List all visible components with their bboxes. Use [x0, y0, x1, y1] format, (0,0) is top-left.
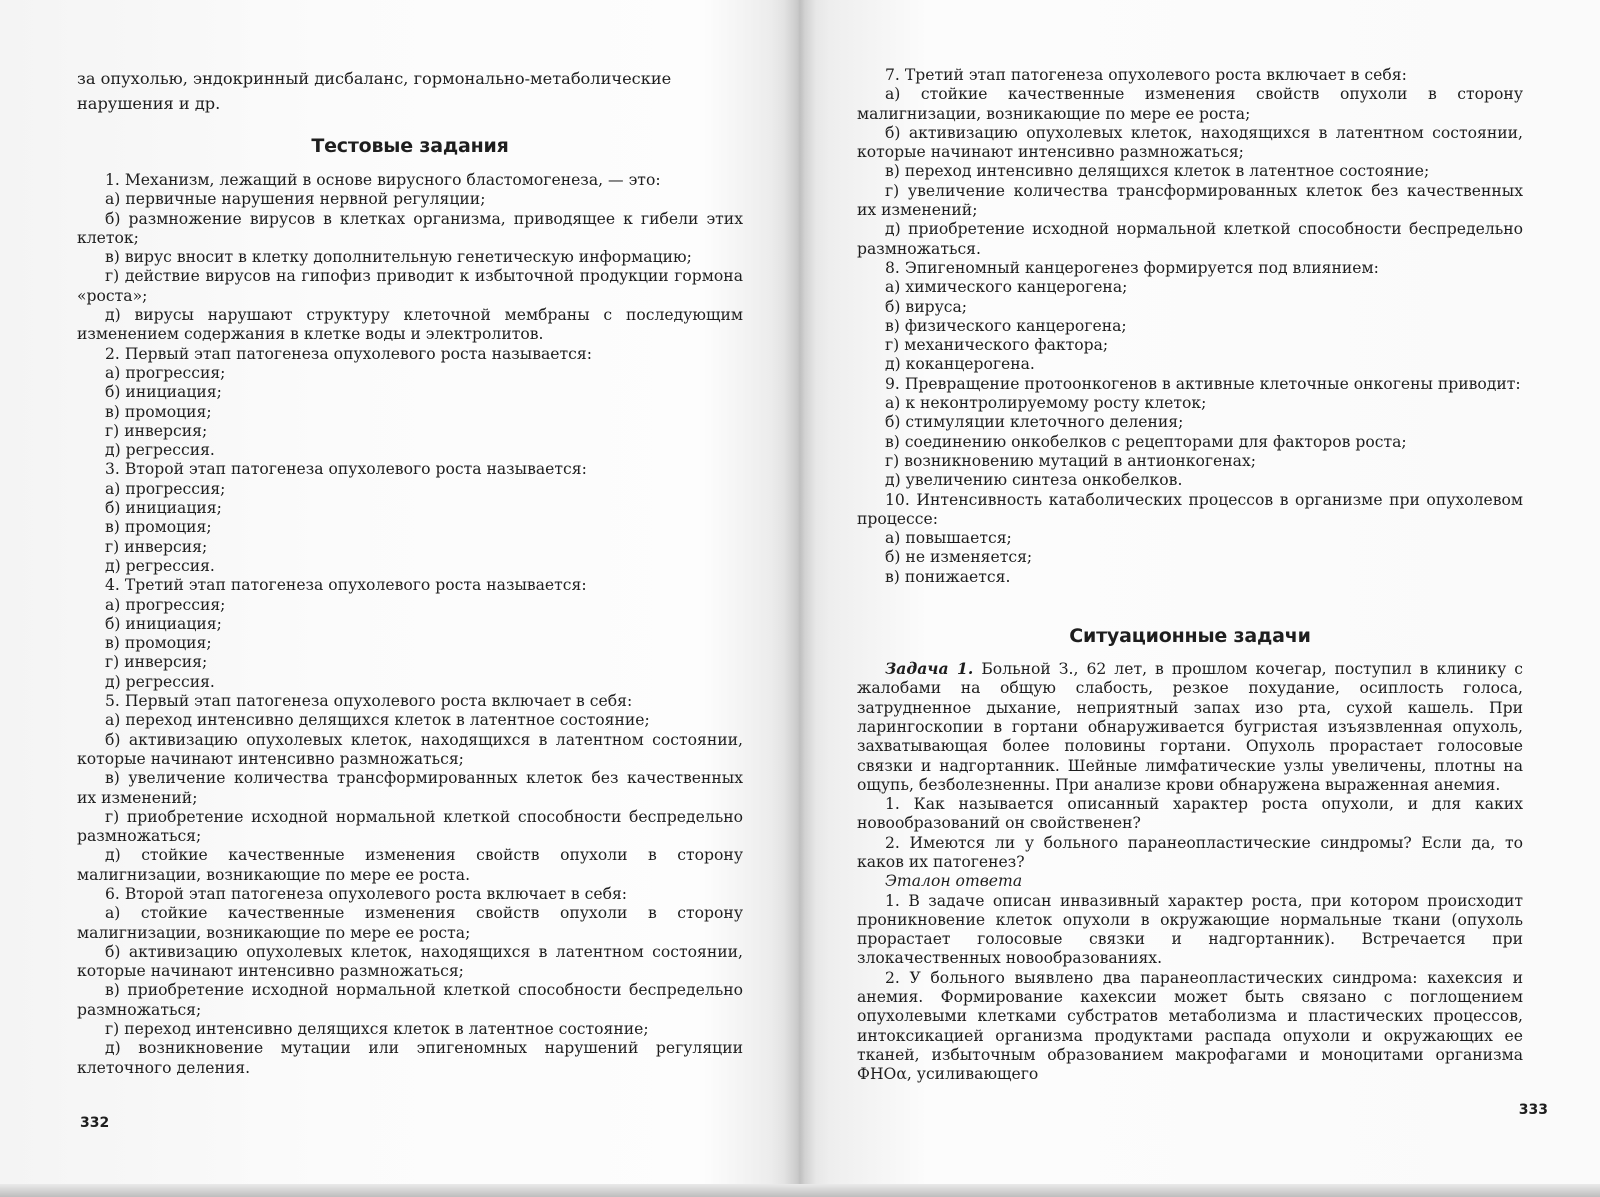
task-question: 1. Как называется описанный характер роста опухоли, и для каких новообразований он свойственен?: [857, 795, 1523, 833]
test-item: 2. Первый этап патогенеза опухолевого роста называется:: [105, 344, 592, 363]
right-page: [800, 0, 1600, 1197]
test-item: 7. Третий этап патогенеза опухолевого роста включает в себя:: [885, 66, 1407, 84]
test-item: в) понижается.: [885, 567, 1011, 586]
test-item: в) промоция;: [105, 634, 212, 653]
page-bottom-edge: [0, 1184, 1600, 1197]
test-item: г) действие вирусов на гипофиз приводит к избыточной продукции гормона «роста»;: [77, 267, 743, 305]
lead-line-2: нарушения и др.: [77, 94, 221, 113]
test-item: б) не изменяется;: [885, 548, 1033, 567]
page-number-right: 333: [1518, 1102, 1548, 1118]
section-title-tasks: Ситуационные задачи: [1069, 625, 1311, 648]
task-text: Больной З., 62 лет, в прошлом кочегар, поступил в клинику с жалобами на общую слабость, резкое похудание, осиплость голоса, затрудненное дыхание, неприятный запах изо рта, сухой кашель. При ларингоскопии в гортани обнаруживается бугристая изъязвленная опухоль, захватывающая более половины гортани. Опухоль прорастает голосовые связки и надгортанник. Шейные лимфатические узлы увеличены, плотны на ощупь, безболезненны. При анализе крови обнаружена выраженная анемия.: [857, 660, 1523, 794]
test-item: 5. Первый этап патогенеза опухолевого роста включает в себя:: [105, 692, 633, 711]
test-item: д) регрессия.: [105, 441, 215, 460]
test-item: д) регрессия.: [105, 672, 215, 691]
test-item: б) инициация;: [105, 499, 222, 518]
test-item: а) стойкие качественные изменения свойств опухоли в сторону малигнизации, возникающие по мере ее роста;: [77, 904, 743, 942]
test-item: а) прогрессия;: [105, 479, 226, 498]
test-item: б) активизацию опухолевых клеток, находящихся в латентном состоянии, которые начинают интенсивно размножаться;: [77, 942, 743, 981]
test-item: г) переход интенсивно делящихся клеток в латентное состояние;: [105, 1020, 649, 1039]
test-item: б) активизацию опухолевых клеток, находящихся в латентном состоянии, которые начинают интенсивно размножаться;: [857, 123, 1523, 162]
test-item: 4. Третий этап патогенеза опухолевого роста называется:: [105, 576, 587, 595]
page-number-left: 332: [80, 1115, 110, 1131]
test-item: д) увеличению синтеза онкобелков.: [885, 471, 1183, 490]
test-item: б) активизацию опухолевых клеток, находящихся в латентном состоянии, которые начинают интенсивно размножаться;: [77, 730, 743, 768]
test-item: б) инициация;: [105, 383, 222, 402]
test-item: а) переход интенсивно делящихся клеток в латентное состояние;: [105, 711, 650, 730]
test-item: б) вируса;: [885, 297, 968, 316]
task-question: 2. Имеются ли у больного паранеопластические синдромы? Если да, то каков их патогенез?: [857, 833, 1523, 871]
test-item: 8. Эпигеномный канцерогенез формируется под влиянием:: [885, 258, 1379, 277]
test-item: в) соединению онкобелков с рецепторами для факторов роста;: [885, 432, 1407, 451]
test-item: д) коканцерогена.: [885, 355, 1035, 374]
test-item: 10. Интенсивность катаболических процессов в организме при опухолевом процессе:: [857, 490, 1523, 528]
test-item: б) размножение вирусов в клетках организма, приводящее к гибели этих клеток;: [77, 209, 743, 247]
right-text-column: [857, 66, 1523, 1085]
test-items-list-continued: [857, 66, 1523, 587]
test-item: г) механического фактора;: [885, 336, 1109, 355]
left-text-column: [77, 66, 743, 1078]
test-item: 9. Превращение протоонкогенов в активные клеточные онкогены приводит:: [885, 374, 1521, 393]
test-item: в) переход интенсивно делящихся клеток в латентное состояние;: [885, 162, 1430, 181]
task-paragraph: [857, 659, 1523, 795]
test-item: а) прогрессия;: [105, 363, 226, 382]
test-item: г) возникновению мутаций в антионкогенах;: [885, 451, 1257, 470]
test-item: 3. Второй этап патогенеза опухолевого роста называется:: [105, 460, 587, 479]
test-item: а) химического канцерогена;: [885, 278, 1128, 297]
test-item: б) инициация;: [105, 614, 222, 633]
test-item: г) увеличение количества трансформированных клеток без качественных их изменений;: [857, 181, 1523, 220]
test-item: а) к неконтролируемому росту клеток;: [885, 394, 1207, 413]
test-item: д) приобретение исходной нормальной клеткой способности беспредельно размножаться.: [857, 220, 1523, 258]
test-item: а) прогрессия;: [105, 595, 226, 614]
test-item: в) физического канцерогена;: [885, 316, 1127, 335]
test-item: г) приобретение исходной нормальной клеткой способности беспредельно размножаться;: [77, 807, 743, 846]
test-item: 1. Механизм, лежащий в основе вирусного бластомогенеза, — это:: [105, 171, 661, 189]
test-item: д) регрессия.: [105, 556, 215, 575]
answer-paragraph: 1. В задаче описан инвазивный характер роста, при котором происходит проникновение клеток опухоли в окружающие нормальные ткани (опухоль прорастает голосовые связки и надгортанник). Встречается при злокачественных новообразованиях.: [857, 891, 1523, 968]
task-label: Задача 1.: [885, 659, 974, 679]
test-item: г) инверсия;: [105, 421, 208, 440]
test-item: а) стойкие качественные изменения свойств опухоли в сторону малигнизации, возникающие по мере ее роста;: [857, 85, 1523, 123]
answer-label: Эталон ответа: [885, 872, 1023, 891]
test-item: в) промоция;: [105, 518, 212, 537]
test-item: 6. Второй этап патогенеза опухолевого роста включает в себя:: [105, 884, 628, 903]
test-item: в) промоция;: [105, 402, 212, 421]
test-item: г) инверсия;: [105, 653, 208, 672]
test-item: в) приобретение исходной нормальной клеткой способности беспредельно размножаться;: [77, 981, 743, 1019]
test-item: д) вирусы нарушают структуру клеточной мембраны с последующим изменением содержания в клетке воды и электролитов.: [77, 306, 743, 344]
lead-line-1: за опухолью, эндокринный дисбаланс, гормонально-метаболические: [77, 69, 672, 88]
test-item: а) повышается;: [885, 529, 1012, 548]
test-item: б) стимуляции клеточного деления;: [885, 413, 1184, 432]
test-items-list: [77, 171, 743, 1078]
test-item: д) стойкие качественные изменения свойств опухоли в сторону малигнизации, возникающие по мере ее роста.: [77, 846, 743, 884]
test-item: а) первичные нарушения нервной регуляции;: [105, 190, 486, 209]
answer-paragraph: 2. У больного выявлено два паранеопластических синдрома: кахексия и анемия. Формирование кахексии может быть связано с поглощением опухолевыми клетками субстратов метаболизма и пластических процессов, интоксикацией организма продуктами распада опухоли и окружающих ее тканей, избыточным образованием макрофагами и моноцитами организма ФНОα, усиливающего: [857, 968, 1523, 1084]
test-item: в) вирус вносит в клетку дополнительную генетическую информацию;: [105, 248, 692, 267]
test-item: в) увеличение количества трансформированных клеток без качественных их изменений;: [77, 769, 743, 807]
test-item: г) инверсия;: [105, 537, 208, 556]
section-title-tests: Тестовые задания: [311, 135, 509, 157]
test-item: д) возникновение мутации или эпигеномных нарушений регуляции клеточного деления.: [77, 1039, 743, 1077]
